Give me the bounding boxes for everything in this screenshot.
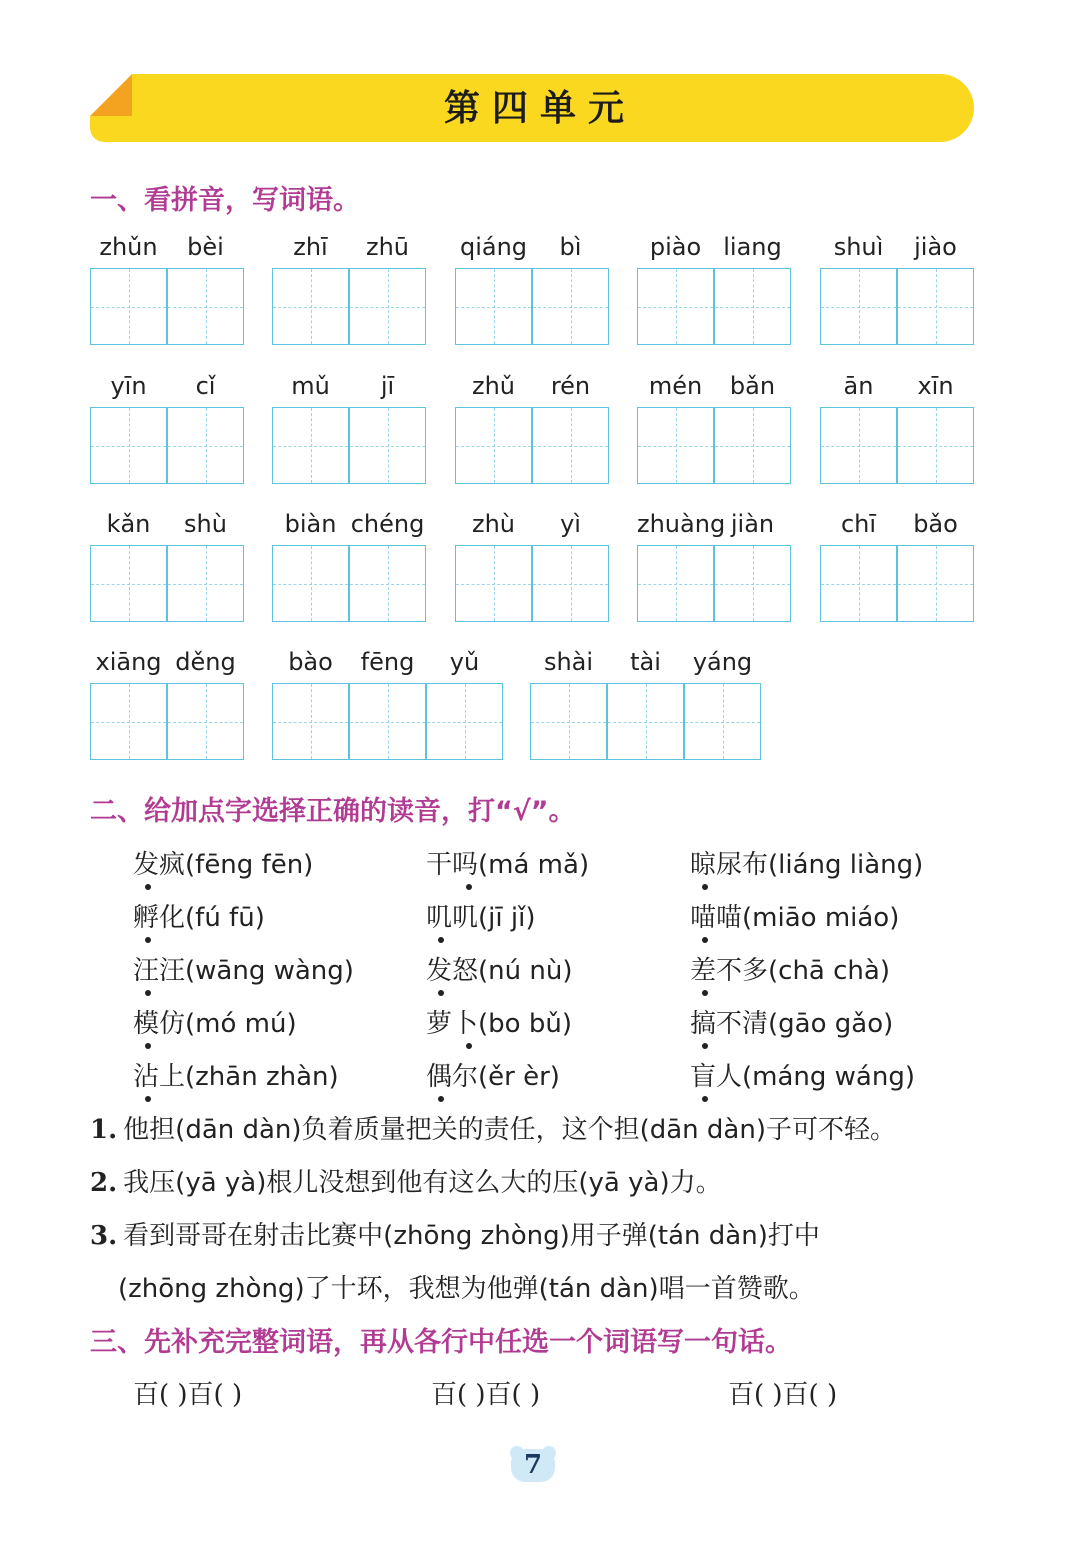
reading-choice-item[interactable] <box>690 954 890 988</box>
emphasis-dot <box>145 937 151 943</box>
emphasis-dot <box>438 937 444 943</box>
emphasis-dot <box>438 990 444 996</box>
item-word: 汪汪 <box>133 956 186 986</box>
pinyin-label: zhū <box>365 233 410 261</box>
reading-choice-item[interactable] <box>426 1007 572 1041</box>
emphasis-dot <box>466 884 472 890</box>
writing-grid-cell[interactable] <box>90 545 167 622</box>
sentence-pinyin-options[interactable]: (tán dàn) <box>647 1221 768 1251</box>
emphasis-dot <box>145 1096 151 1102</box>
item-word: 偶尔 <box>426 1062 479 1092</box>
sentence-number: 2. <box>90 1168 118 1198</box>
item-pinyin-options[interactable]: (bo bǔ) <box>478 1009 572 1039</box>
reading-choice-item[interactable] <box>426 848 589 882</box>
emphasis-dot <box>702 937 708 943</box>
pinyin-label: fēng <box>360 648 415 676</box>
pinyin-label: yīn <box>110 372 147 400</box>
sentence-text: 他担 <box>123 1115 176 1145</box>
item-word: 模仿 <box>133 1009 186 1039</box>
sentence-pinyin-options[interactable]: (tán dàn) <box>538 1274 659 1304</box>
item-word: 发疯 <box>133 850 186 880</box>
writing-grid-cell[interactable] <box>532 407 609 484</box>
writing-grid-cell[interactable] <box>426 683 503 760</box>
item-pinyin-options[interactable]: (máng wáng) <box>742 1062 915 1092</box>
sentence-3 <box>90 1219 820 1253</box>
item-word: 发怒 <box>426 956 479 986</box>
writing-grid-cell[interactable] <box>897 407 974 484</box>
writing-grid-cell[interactable] <box>90 268 167 345</box>
item-word: 沾上 <box>133 1062 186 1092</box>
sentence-pinyin-options[interactable]: (zhōng zhòng) <box>383 1221 570 1251</box>
sentence-text: 力。 <box>669 1168 722 1198</box>
reading-choice-item[interactable] <box>690 901 899 935</box>
pinyin-label: zhù <box>471 510 516 538</box>
sentence-number: 1. <box>90 1115 118 1145</box>
writing-grid-cell[interactable] <box>714 407 791 484</box>
pinyin-label: zhī <box>293 233 328 261</box>
reading-choice-item[interactable] <box>426 901 535 935</box>
writing-grid-cell[interactable] <box>820 545 897 622</box>
writing-grid-cell[interactable] <box>684 683 761 760</box>
emphasis-dot <box>702 884 708 890</box>
pinyin-label: zhuàng <box>637 510 726 538</box>
sentence-text: 我压 <box>123 1168 176 1198</box>
writing-grid-cell[interactable] <box>167 407 244 484</box>
item-pinyin-options[interactable]: (má mǎ) <box>478 850 590 880</box>
item-word: 差不多 <box>690 956 769 986</box>
emphasis-dot <box>702 1096 708 1102</box>
writing-grid-cell[interactable] <box>167 683 244 760</box>
pinyin-label: yǔ <box>449 648 480 676</box>
reading-choice-item[interactable] <box>690 848 923 882</box>
sentence-text: 了十环，我想为他弹 <box>304 1274 539 1304</box>
reading-choice-item[interactable] <box>133 1060 339 1094</box>
writing-grid-cell[interactable] <box>897 268 974 345</box>
sentence-text: 打中 <box>767 1221 820 1251</box>
writing-grid-cell[interactable] <box>272 268 349 345</box>
item-word: 搞不清 <box>690 1009 769 1039</box>
emphasis-dot <box>145 1043 151 1049</box>
sentence-pinyin-options[interactable]: (dān dàn) <box>175 1115 302 1145</box>
pinyin-label: shài <box>543 648 594 676</box>
sentence-pinyin-options[interactable]: (zhōng zhòng) <box>118 1274 305 1304</box>
pinyin-label: liang <box>723 233 782 261</box>
item-word: 干吗 <box>426 850 479 880</box>
item-pinyin-options[interactable]: (jī jǐ) <box>478 903 536 933</box>
pinyin-label: kǎn <box>106 510 151 538</box>
writing-grid-cell[interactable] <box>532 545 609 622</box>
item-pinyin-options[interactable]: (zhān zhàn) <box>185 1062 339 1092</box>
pinyin-label: děng <box>175 648 236 676</box>
pinyin-label: bèi <box>187 233 224 261</box>
sentence-4 <box>118 1272 815 1306</box>
writing-grid-cell[interactable] <box>530 683 607 760</box>
emphasis-dot <box>466 1043 472 1049</box>
item-word: 叽叽 <box>426 903 479 933</box>
writing-grid-cell[interactable] <box>167 268 244 345</box>
item-pinyin-options[interactable]: (fú fū) <box>185 903 265 933</box>
item-word: 晾尿布 <box>690 850 769 880</box>
pinyin-label: ān <box>843 372 874 400</box>
sentence-text: 根儿没想到他有这么大的压 <box>266 1168 579 1198</box>
pinyin-label: zhǔ <box>471 372 516 400</box>
writing-grid-cell[interactable] <box>272 683 349 760</box>
emphasis-dot <box>438 1096 444 1102</box>
reading-choice-item[interactable] <box>133 1007 297 1041</box>
item-pinyin-options[interactable]: (miāo miáo) <box>742 903 900 933</box>
section3-heading: 三、先补充完整词语，再从各行中任选一个词语写一句话。 <box>90 1327 792 1358</box>
pinyin-label: xiāng <box>95 648 162 676</box>
writing-grid-cell[interactable] <box>272 407 349 484</box>
writing-grid-cell[interactable] <box>714 545 791 622</box>
item-pinyin-options[interactable]: (chā chà) <box>768 956 890 986</box>
emphasis-dot <box>702 990 708 996</box>
writing-grid-cell[interactable] <box>820 268 897 345</box>
writing-grid-cell[interactable] <box>455 545 532 622</box>
writing-grid-cell[interactable] <box>637 407 714 484</box>
pinyin-label: rén <box>550 372 591 400</box>
item-pinyin-options[interactable]: (ěr èr) <box>478 1062 560 1092</box>
item-pinyin-options[interactable]: (gāo gǎo) <box>768 1009 894 1039</box>
reading-choice-item[interactable] <box>426 954 572 988</box>
item-word: 喵喵 <box>690 903 743 933</box>
item-word: 孵化 <box>133 903 186 933</box>
pinyin-label: mǔ <box>291 372 330 400</box>
sentence-number: 3. <box>90 1221 118 1251</box>
pinyin-label: bǎn <box>729 372 776 400</box>
writing-grid-cell[interactable] <box>167 545 244 622</box>
sentence-text: 唱一首赞歌。 <box>658 1274 815 1304</box>
item-pinyin-options[interactable]: (nú nù) <box>478 956 573 986</box>
writing-grid-cell[interactable] <box>349 545 426 622</box>
sentence-pinyin-options[interactable]: (yā yà) <box>578 1168 670 1198</box>
sentence-2 <box>90 1166 722 1200</box>
sentence-text: 子可不轻。 <box>765 1115 896 1145</box>
writing-grid-cell[interactable] <box>532 268 609 345</box>
reading-choice-item[interactable] <box>690 1007 893 1041</box>
reading-choice-item[interactable] <box>133 901 265 935</box>
pinyin-label: qiáng <box>459 233 528 261</box>
item-pinyin-options[interactable]: (fēng fēn) <box>185 850 314 880</box>
pinyin-label: jiào <box>914 233 957 261</box>
word-blank-2[interactable]: 百( )百( ) <box>431 1380 541 1410</box>
reading-choice-item[interactable] <box>426 1060 560 1094</box>
pinyin-label: biàn <box>284 510 337 538</box>
item-pinyin-options[interactable]: (mó mú) <box>185 1009 297 1039</box>
writing-grid-cell[interactable] <box>607 683 684 760</box>
item-pinyin-options[interactable]: (liáng liàng) <box>768 850 924 880</box>
pinyin-label: jiàn <box>730 510 775 538</box>
sentence-text: 看到哥哥在射击比赛中 <box>123 1221 384 1251</box>
sentence-text: 用子弹 <box>569 1221 648 1251</box>
writing-grid-cell[interactable] <box>714 268 791 345</box>
pinyin-label: bǎo <box>913 510 958 538</box>
pinyin-label: zhǔn <box>99 233 158 261</box>
emphasis-dot <box>145 884 151 890</box>
pinyin-label: mén <box>648 372 703 400</box>
reading-choice-item[interactable] <box>133 954 354 988</box>
word-blank-3[interactable]: 百( )百( ) <box>728 1380 838 1410</box>
writing-grid-cell[interactable] <box>820 407 897 484</box>
pinyin-label: chī <box>840 510 877 538</box>
writing-grid-cell[interactable] <box>349 268 426 345</box>
writing-grid-cell[interactable] <box>349 683 426 760</box>
pinyin-label: shù <box>184 510 227 538</box>
pinyin-label: yáng <box>692 648 753 676</box>
emphasis-dot <box>702 1043 708 1049</box>
writing-grid-cell[interactable] <box>637 268 714 345</box>
sentence-pinyin-options[interactable]: (dān dàn) <box>639 1115 766 1145</box>
writing-grid-cell[interactable] <box>455 268 532 345</box>
item-word: 盲人 <box>690 1062 743 1092</box>
writing-grid-cell[interactable] <box>897 545 974 622</box>
sentence-text: 负着质量把关的责任，这个担 <box>301 1115 640 1145</box>
writing-grid-cell[interactable] <box>272 545 349 622</box>
pinyin-label: chéng <box>350 510 425 538</box>
pinyin-label: piào <box>649 233 702 261</box>
pinyin-label: jī <box>380 372 395 400</box>
pinyin-label: bì <box>559 233 582 261</box>
emphasis-dot <box>145 990 151 996</box>
pinyin-label: shuì <box>833 233 884 261</box>
section2-heading: 二、给加点字选择正确的读音，打“√”。 <box>90 796 576 827</box>
section1-heading: 一、看拼音，写词语。 <box>90 185 360 216</box>
word-blank-1[interactable]: 百( )百( ) <box>133 1380 243 1410</box>
writing-grid-cell[interactable] <box>349 407 426 484</box>
sentence-pinyin-options[interactable]: (yā yà) <box>175 1168 267 1198</box>
page-number: 7 <box>523 1450 543 1480</box>
pinyin-label: yì <box>560 510 581 538</box>
pinyin-label: bào <box>288 648 333 676</box>
writing-grid-cell[interactable] <box>90 407 167 484</box>
sentence-1 <box>90 1113 896 1147</box>
unit-title: 第四单元 <box>443 88 636 129</box>
item-pinyin-options[interactable]: (wāng wàng) <box>185 956 354 986</box>
writing-grid-cell[interactable] <box>90 683 167 760</box>
pinyin-label: xīn <box>917 372 954 400</box>
reading-choice-item[interactable] <box>690 1060 915 1094</box>
writing-grid-cell[interactable] <box>637 545 714 622</box>
reading-choice-item[interactable] <box>133 848 313 882</box>
pinyin-label: tài <box>630 648 661 676</box>
item-word: 萝卜 <box>426 1009 479 1039</box>
writing-grid-cell[interactable] <box>455 407 532 484</box>
pinyin-label: cǐ <box>195 372 216 400</box>
